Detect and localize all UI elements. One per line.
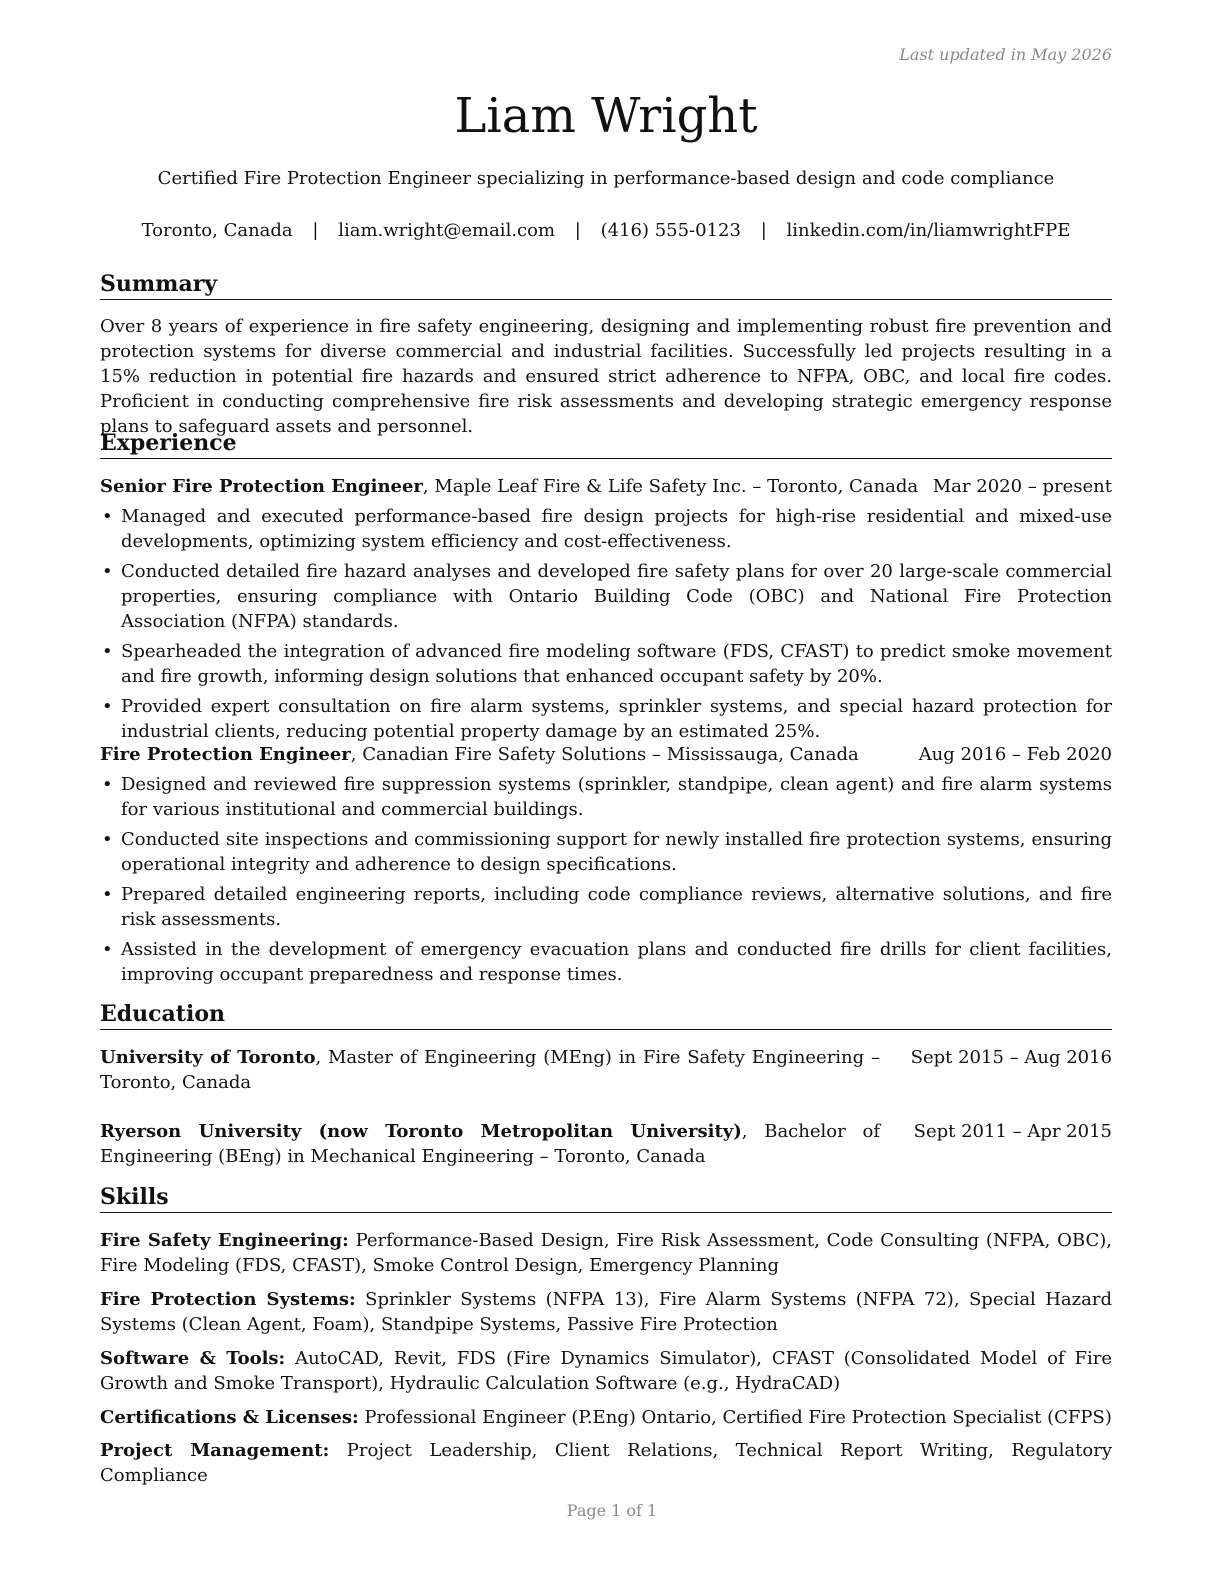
skill-value: Professional Engineer (P.Eng) Ontario, Certified Fire Protection Specialist (CFPS) (358, 1407, 1112, 1428)
list-item: • Assisted in the development of emergency evacuation plans and conducted fire drills for client facilities, improving occupant preparedness and response times. (100, 937, 1112, 987)
job-company: , Maple Leaf Fire & Life Safety Inc. – Toronto, Canada (422, 476, 919, 497)
summary-text: Over 8 years of experience in fire safety engineering, designing and implementing robust fire prevention and protection systems for diverse commercial and industrial facilities. Successfully led projects resulting in a 15% reduction in potential fire hazards and ensured strict adherence to NFPA, OBC, and local fire codes. Proficient in conducting comprehensive fire risk assessments and developing strategic emergency response plans to safeguard assets and personnel. (100, 316, 1112, 437)
list-item: • Conducted site inspections and commissioning support for newly installed fire protection systems, ensuring operational integrity and adherence to design specifications. (100, 827, 1112, 877)
job-title: Fire Protection Engineer (100, 744, 351, 765)
skill-row (100, 1228, 1112, 1278)
list-item: • Prepared detailed engineering reports, including code compliance reviews, alternative solutions, and fire risk assessments. (100, 882, 1112, 932)
tagline: Certified Fire Protection Engineer specializing in performance-based design and code compliance (157, 168, 1055, 189)
education-degree: , Master of Engineering (MEng) in Fire Safety Engineering – Toronto, Canada (100, 1047, 880, 1093)
list-item: • Managed and executed performance-based fire design projects for high-rise residential and mixed-use developments, optimizing system efficiency and cost-effectiveness. (100, 504, 1112, 554)
contact-separator: | (574, 220, 581, 241)
education-school: Ryerson University (now Toronto Metropolitan University) (100, 1121, 742, 1142)
candidate-name: Liam Wright (454, 88, 758, 144)
job-bullets (100, 504, 1112, 749)
skill-label: Software & Tools: (100, 1348, 286, 1369)
job-header (100, 474, 1112, 499)
contact-separator: | (760, 220, 767, 241)
skill-value: Project Leadership, Client Relations, Technical Report Writing, Regulatory Compliance (100, 1440, 1113, 1486)
skill-row (100, 1438, 1112, 1488)
skill-label: Fire Safety Engineering: (100, 1230, 349, 1251)
contact-linkedin[interactable]: linkedin.com/in/liamwrightFPE (786, 220, 1071, 241)
page-number: Page 1 of 1 (566, 1501, 658, 1520)
education-text (100, 1119, 880, 1169)
job-header (100, 742, 1112, 767)
job-dates: Mar 2020 – present (932, 476, 1112, 497)
list-item: • Provided expert consultation on fire alarm systems, sprinkler systems, and special hazard protection for industrial clients, reducing potential property damage by an estimated 25%. (100, 694, 1112, 744)
skill-value: AutoCAD, Revit, FDS (Fire Dynamics Simulator), CFAST (Consolidated Model of Fire Growth and Smoke Transport), Hydraulic Calculation Software (e.g., HydraCAD) (100, 1348, 1112, 1394)
education-degree: , Bachelor of Engineering (BEng) in Mechanical Engineering – Toronto, Canada (100, 1121, 880, 1167)
education-entry (100, 1045, 1112, 1095)
skill-row (100, 1287, 1112, 1337)
contact-email[interactable]: liam.wright@email.com (338, 220, 556, 241)
job-company: , Canadian Fire Safety Solutions – Mississauga, Canada (350, 744, 859, 765)
skill-label: Certifications & Licenses: (100, 1407, 359, 1428)
job-title: Senior Fire Protection Engineer (100, 476, 423, 497)
education-dates: Sept 2011 – Apr 2015 (913, 1121, 1112, 1142)
list-item: • Conducted detailed fire hazard analyses and developed fire safety plans for over 20 large-scale commercial properties, ensuring compliance with Ontario Building Code (OBC) and National Fire Protection Association (NFPA) standards. (100, 559, 1112, 634)
section-title-skills: Skills (100, 1183, 1112, 1213)
skill-row (100, 1346, 1112, 1396)
skill-value: Sprinkler Systems (NFPA 13), Fire Alarm Systems (NFPA 72), Special Hazard Systems (Clean Agent, Foam), Standpipe Systems, Passive Fire Protection (100, 1289, 1113, 1335)
list-item: • Designed and reviewed fire suppression systems (sprinkler, standpipe, clean agent) and fire alarm systems for various institutional and commercial buildings. (100, 772, 1112, 822)
last-updated: Last updated in May 2026 (899, 45, 1112, 64)
section-title-experience: Experience (100, 429, 1112, 459)
education-entry (100, 1119, 1112, 1169)
education-text (100, 1045, 880, 1095)
contact-location: Toronto, Canada (141, 220, 293, 241)
skill-label: Fire Protection Systems: (100, 1289, 356, 1310)
skill-value: Performance-Based Design, Fire Risk Assessment, Code Consulting (NFPA, OBC), Fire Modeling (FDS, CFAST), Smoke Control Design, Emergency Planning (100, 1230, 1113, 1276)
list-item: • Spearheaded the integration of advanced fire modeling software (FDS, CFAST) to predict smoke movement and fire growth, informing design solutions that enhanced occupant safety by 20%. (100, 639, 1112, 689)
education-dates: Sept 2015 – Aug 2016 (910, 1047, 1112, 1068)
section-title-summary: Summary (100, 270, 1112, 300)
job-bullets (100, 772, 1112, 992)
contact-separator: | (312, 220, 319, 241)
contact-phone[interactable]: (416) 555-0123 (600, 220, 741, 241)
education-school: University of Toronto (100, 1047, 316, 1068)
section-title-education: Education (100, 1000, 1112, 1030)
skill-label: Project Management: (100, 1440, 330, 1461)
skill-row (100, 1405, 1112, 1430)
contact-line (100, 220, 1112, 241)
job-dates: Aug 2016 – Feb 2020 (918, 744, 1112, 765)
